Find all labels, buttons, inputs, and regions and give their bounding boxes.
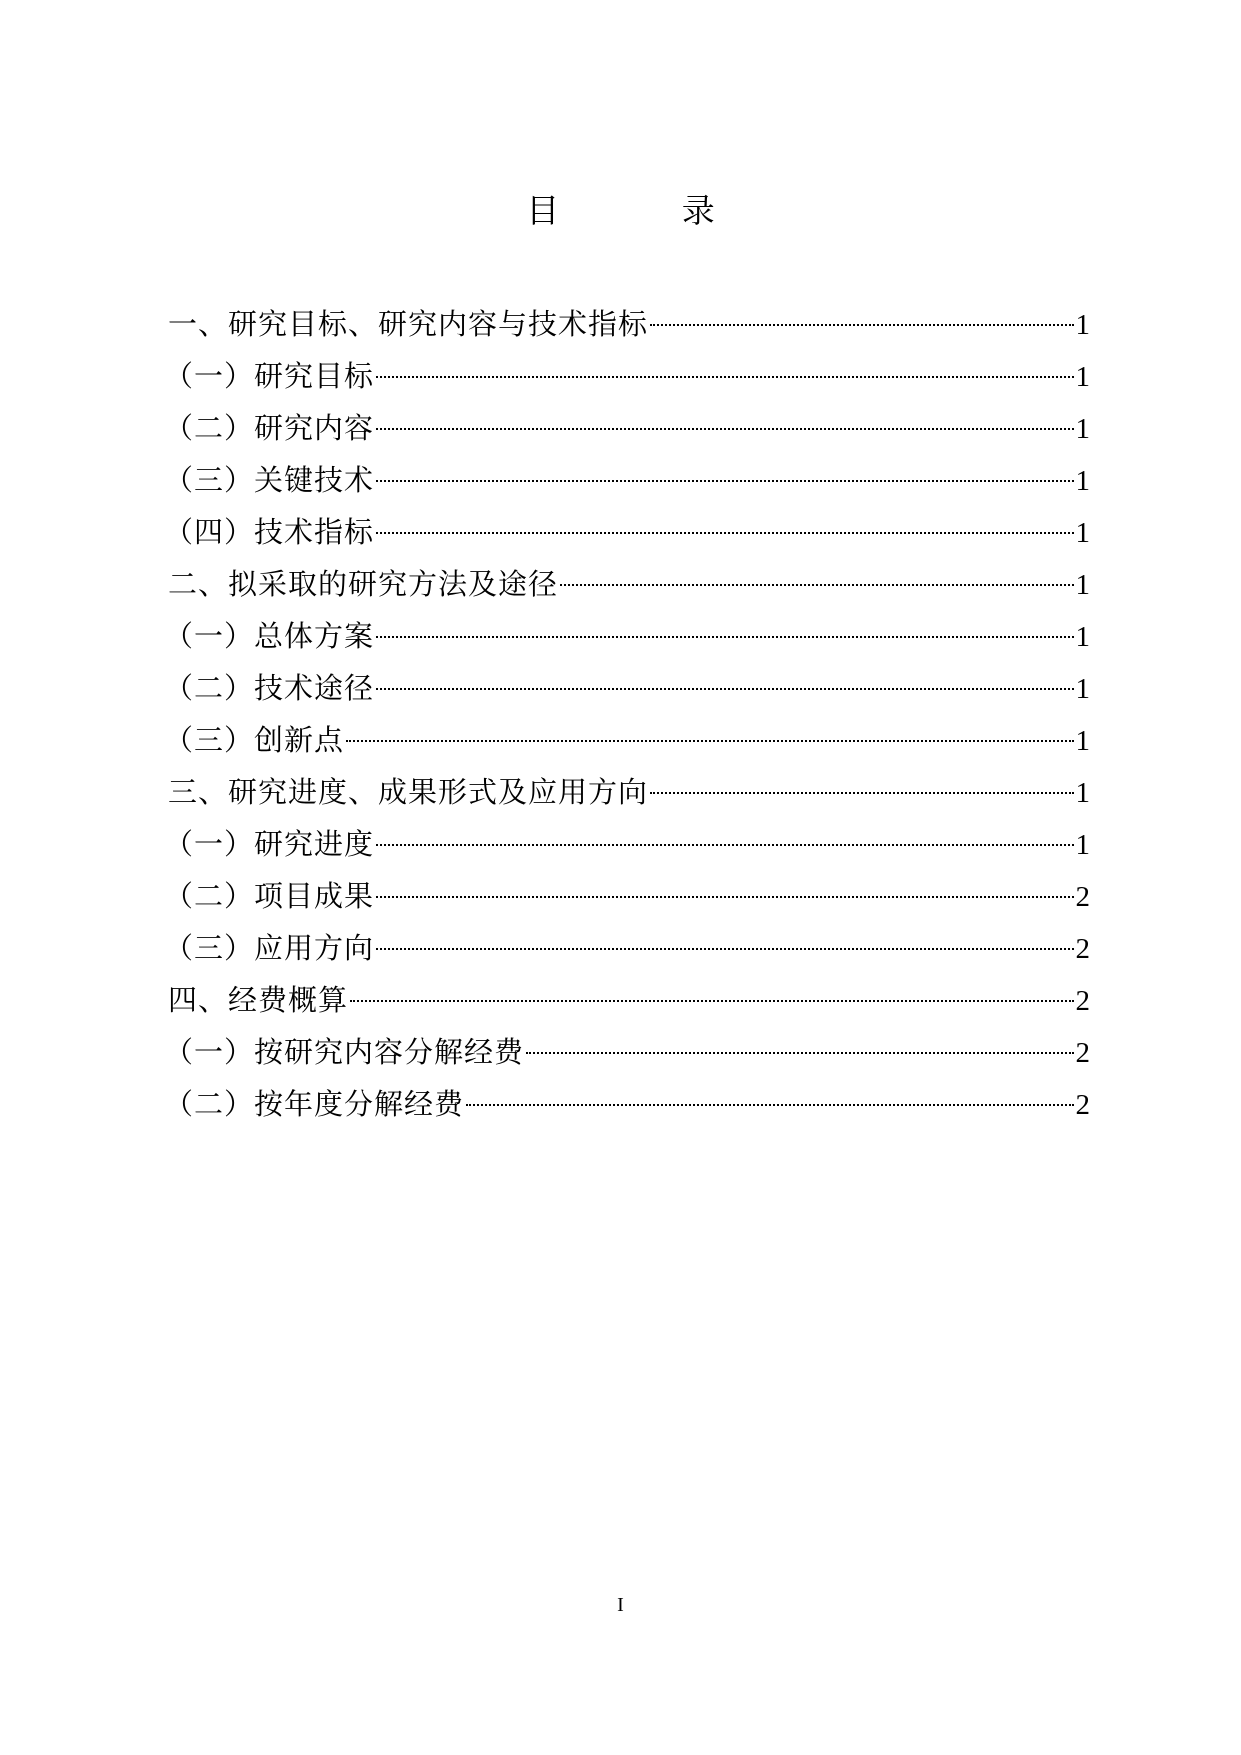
toc-entry-label: 一、研究目标、研究内容与技术指标 [168, 307, 649, 341]
toc-leader-dots [466, 1104, 1073, 1106]
toc-leader-dots [650, 324, 1073, 326]
toc-entry-2[interactable] [168, 558, 1090, 610]
toc-leader-dots [376, 948, 1073, 950]
page-title: 目 录 [526, 191, 771, 230]
toc-entry-3-2[interactable] [164, 870, 1090, 922]
toc-entry-2-1[interactable] [164, 610, 1090, 662]
toc-entry-label: （三）创新点 [164, 723, 345, 757]
toc-leader-dots [376, 532, 1073, 534]
toc-entry-4[interactable] [168, 974, 1090, 1026]
toc-page-number: 1 [1075, 517, 1090, 549]
toc-page-number: 1 [1075, 777, 1090, 809]
toc-page-number: 2 [1075, 985, 1090, 1017]
toc-leader-dots [376, 636, 1073, 638]
toc-leader-dots [376, 844, 1073, 846]
toc-page-number: 1 [1075, 465, 1090, 497]
toc-page-number: 2 [1075, 1037, 1090, 1069]
toc-page-number: 1 [1075, 621, 1090, 653]
toc-leader-dots [376, 376, 1073, 378]
toc-entry-label: （三）关键技术 [164, 463, 375, 497]
toc-entry-label: 四、经费概算 [168, 983, 349, 1017]
toc-entry-1-4[interactable] [164, 506, 1090, 558]
toc-entry-label: （一）按研究内容分解经费 [164, 1035, 525, 1069]
toc-entry-3[interactable] [168, 766, 1090, 818]
toc-page-number: 2 [1075, 933, 1090, 965]
toc-entry-1-1[interactable] [164, 350, 1090, 402]
toc-entry-label: （二）技术途径 [164, 671, 375, 705]
toc-entry-label: （三）应用方向 [164, 931, 375, 965]
toc-entry-label: （一）研究目标 [164, 359, 375, 393]
toc-entry-label: 三、研究进度、成果形式及应用方向 [168, 775, 649, 809]
toc-leader-dots [376, 896, 1073, 898]
toc-page-number: 1 [1075, 361, 1090, 393]
table-of-contents [164, 298, 1090, 1130]
toc-leader-dots [376, 480, 1073, 482]
toc-entry-1[interactable] [168, 298, 1090, 350]
toc-entry-3-3[interactable] [164, 922, 1090, 974]
toc-entry-1-3[interactable] [164, 454, 1090, 506]
toc-entry-label: 二、拟采取的研究方法及途径 [168, 567, 559, 601]
toc-leader-dots [376, 428, 1073, 430]
footer-page-number: I [617, 1594, 624, 1616]
toc-entry-label: （二）按年度分解经费 [164, 1087, 465, 1121]
toc-leader-dots [350, 1000, 1073, 1002]
toc-entry-label: （一）研究进度 [164, 827, 375, 861]
toc-leader-dots [376, 688, 1073, 690]
toc-leader-dots [346, 740, 1073, 742]
toc-page-number: 1 [1075, 569, 1090, 601]
toc-page-number: 1 [1075, 829, 1090, 861]
toc-page-number: 1 [1075, 309, 1090, 341]
toc-entry-1-2[interactable] [164, 402, 1090, 454]
toc-entry-label: （二）项目成果 [164, 879, 375, 913]
toc-entry-label: （四）技术指标 [164, 515, 375, 549]
toc-entry-2-3[interactable] [164, 714, 1090, 766]
toc-leader-dots [526, 1052, 1073, 1054]
toc-entry-label: （二）研究内容 [164, 411, 375, 445]
toc-page-number: 2 [1075, 881, 1090, 913]
toc-entry-4-1[interactable] [164, 1026, 1090, 1078]
toc-page-number: 1 [1075, 673, 1090, 705]
toc-entry-4-2[interactable] [164, 1078, 1090, 1130]
toc-entry-3-1[interactable] [164, 818, 1090, 870]
toc-leader-dots [650, 792, 1073, 794]
toc-entry-label: （一）总体方案 [164, 619, 375, 653]
toc-page-number: 2 [1075, 1089, 1090, 1121]
toc-page-number: 1 [1075, 413, 1090, 445]
toc-entry-2-2[interactable] [164, 662, 1090, 714]
toc-page-number: 1 [1075, 725, 1090, 757]
toc-leader-dots [560, 584, 1073, 586]
